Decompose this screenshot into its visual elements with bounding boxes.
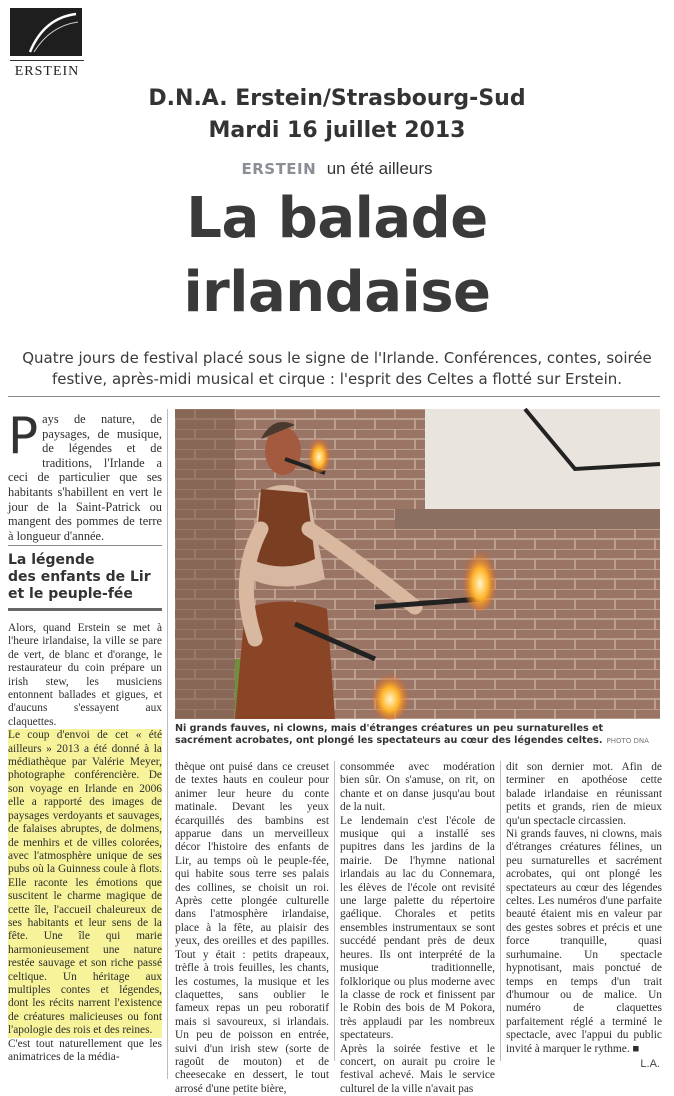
col4-paragraph-1: dit son dernier mot. Afin de terminer en apothéose cette balade irlandaise en réunissant petits et grands, rien de mieux qu'un spectacle circassien. — [506, 761, 662, 827]
logo-label: ERSTEIN — [14, 64, 80, 79]
edition-date: Mardi 16 juillet 2013 — [208, 118, 466, 143]
section-rule — [8, 396, 660, 397]
drop-cap: P — [8, 407, 39, 465]
standfirst-line-2: festive, après-midi musical et cirque : l'esprit des Celtes a flotté sur Erstein. — [51, 370, 623, 388]
intro-paragraph — [8, 407, 162, 543]
standfirst-line-1: Quatre jours de festival placé sous le signe de l'Irlande. Conférences, contes, soirée — [22, 349, 652, 367]
edition-title: D.N.A. Erstein/Strasbourg-Sud — [148, 86, 526, 111]
col4-paragraph-2: Ni grands fauves, ni clowns, mais d'étranges créatures félines, un peu surnaturelles et sacrément acrobates, qui ont plongé les spectateurs au cœur des légendes celtes. Les numéros d'une parfaite beauté étaient mis en valeur par des gestes sobres et précis et une force tranquille, quasi surhumaine. Un spectacle hypnotisant, mais ponctué de temps en temps d'un trait d'humour ou de malice. Un numéro de claquettes parfaitement réglé a terminé le spectacle, avec l'appui du public invité à marquer le rythme. ■ — [506, 828, 662, 1055]
photo-caption — [175, 723, 660, 747]
col1-paragraph-3: C'est tout naturellement que les animatrices de la média- — [8, 1037, 162, 1063]
subhead — [8, 552, 162, 603]
column-divider — [167, 409, 168, 1079]
intro-text: ays de nature, de paysages, de musique, de légendes et de traditions, l'Irlande a ceci de particulier que ses habitants s'habillent en vert le jour de la Saint-Patrick ou mangent des pommes de terre à longueur d'année. — [8, 412, 162, 543]
col3-paragraph-1: consommée avec modération bien sûr. On s'amuse, on rit, on chante et on danse jusqu'au bout de la nuit. — [340, 761, 495, 814]
kicker — [0, 158, 674, 179]
headline-line-2: irlandaise — [183, 260, 491, 325]
col3-paragraph-2: Le lendemain c'est l'école de musique qui a installé ses pupitres dans les jardins de la mairie. De l'hymne national irlandais au lac du Connemara, les élèves de l'école ont revisité une large palette du répertoire gaélique. Chorales et petits ensembles instrumentaux se sont succédé pendant près de deux heures. Ils ont interprété de la musique traditionnelle, folklorique ou plus moderne avec la classe de rock et finissent par le Robin des bois de M Pokora, très applaudi par les nombreux spectateurs. — [340, 814, 495, 1042]
article-photo — [175, 409, 660, 719]
col2-paragraph-1: thèque ont puisé dans ce creuset de textes hauts en couleur pour animer leur heure du conte matinale. Devant les yeux écarquillés des bambins est apparue dans un merveilleux décor l'histoire des enfants de Lir, au temps où le peuple-fée, qui habite sous terre ses palais des collines, se choisit un roi. Après cette plongée culturelle dans l'atmosphère irlandaise, place à la fête, au plaisir des yeux, des oreilles et des papilles. Tout y était : petits drapeaux, trèfle à trois feuilles, les chants, les costumes, la musique et les claquettes, sans oublier le fameux repas un peu roboratif mais si savoureux, si irlandais. Un peu de poisson en entrée, suivi d'un irish stew (sorte de ragoût de mouton) et de cheesecake en dessert, le tout arrosé d'une petite bière, — [175, 761, 329, 1095]
erstein-logo — [8, 6, 86, 82]
photo-credit: PHOTO DNA — [606, 737, 649, 745]
logo-emblem — [10, 8, 82, 56]
column-divider-2 — [334, 761, 335, 1061]
subhead-top-rule — [8, 545, 162, 546]
col1-paragraph-1: Alors, quand Erstein se met à l'heure irlandaise, la ville se pare de vert, de blanc et d'orange, le restaurateur du coin prépare un irish stew, les musiciens entonnent ballades et gigues, et d'aucuns s'essayent aux claquettes. — [8, 622, 162, 728]
col3-paragraph-3: Après la soirée festive et le concert, on aurait pu croire le festival achevé. Mais le service culturel de la ville n'avait pas — [340, 1042, 495, 1095]
subhead-line-1: La légende — [8, 552, 95, 568]
column-divider-3 — [500, 761, 501, 1061]
column-1 — [8, 622, 162, 1064]
kicker-city: ERSTEIN — [241, 160, 317, 178]
subhead-underline — [8, 608, 162, 611]
column-4 — [506, 761, 662, 1056]
kicker-series: un été ailleurs — [326, 159, 433, 178]
headline-line-1: La balade — [186, 186, 488, 251]
column-3 — [340, 761, 495, 1096]
author-signature: L.A. — [640, 1058, 660, 1070]
col1-paragraph-2: Le coup d'envoi de cet « été ailleurs » 2013 a été donné à la médiathèque par Valérie Meyer, photographe conférencière. De son voyage en Irlande en 2006 elle a rapporté des images de paysages verdoyants et sauvages, de falaises abruptes, de dolmens, de menhirs et de villes colorées, avec l'atmosphère unique de ses pubs où la Guinness coule à flots. Elle raconte les émotions que suscitent le charme magique de cette île, l'accueil chaleureux de ses habitants et leur sens de la fête. Une île qui marie harmonieusement une nature restée sauvage et son riche passé celtique. Un héritage aux multiples contes et légendes, dont les récits narrent l'existence de créatures malicieuses ou font l'apologie des rois et des reines. — [8, 729, 162, 1037]
column-2 — [175, 761, 329, 1096]
subhead-line-2: des enfants de Lir — [8, 569, 151, 585]
subhead-line-3: et le peuple-fée — [8, 586, 133, 602]
standfirst — [20, 348, 654, 390]
caption-text: Ni grands fauves, ni clowns, mais d'étranges créatures un peu surnaturelles et sacrément acrobates, ont plongé les spectateurs au cœur des légendes celtes. — [175, 723, 604, 746]
